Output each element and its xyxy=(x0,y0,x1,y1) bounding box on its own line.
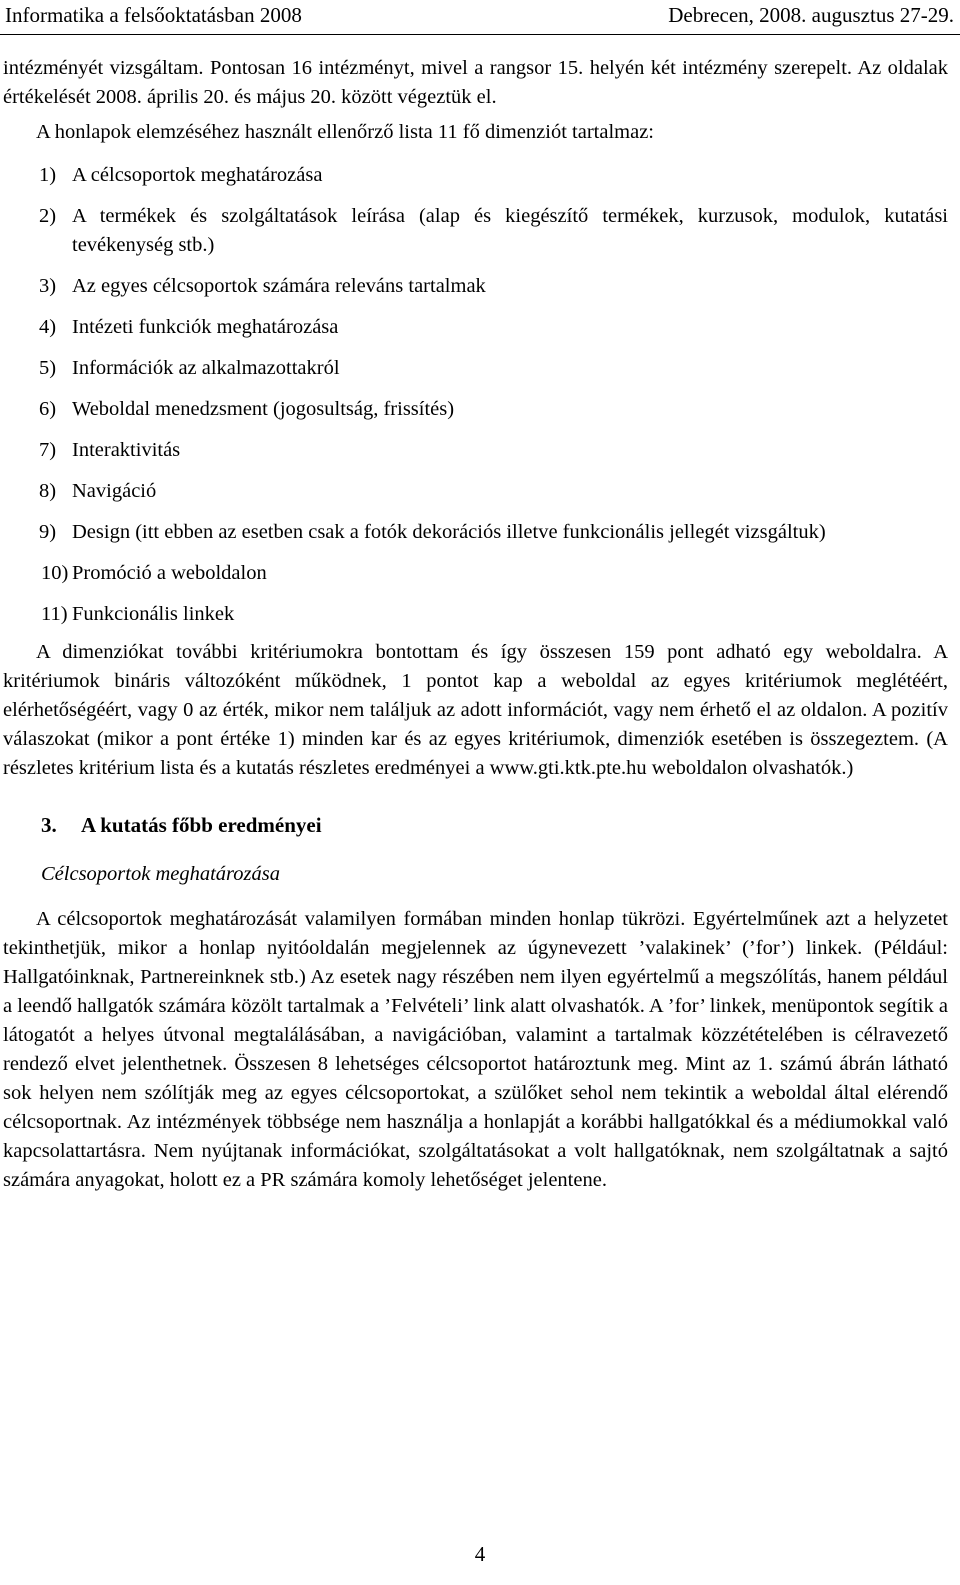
dimension-text: Promóció a weboldalon xyxy=(72,562,267,584)
dimension-text: A célcsoportok meghatározása xyxy=(72,164,323,186)
dimension-item xyxy=(3,272,948,301)
dimension-text: Interaktivitás xyxy=(72,439,181,461)
dimension-number: 8) xyxy=(39,480,57,502)
dimension-number: 3) xyxy=(39,275,57,297)
dimension-text: Intézeti funkciók meghatározása xyxy=(72,316,339,338)
checklist-intro: A honlapok elemzéséhez használt ellenőrző lista 11 fő dimenziót tartalmaz: xyxy=(36,121,654,143)
dimension-text: Navigáció xyxy=(72,480,157,502)
dimension-item xyxy=(3,354,948,383)
section-number: 3. xyxy=(41,813,57,837)
dimension-item xyxy=(3,559,948,588)
dimension-number: 2) xyxy=(39,205,57,227)
dimension-number: 9) xyxy=(39,521,57,543)
header-date-location: Debrecen, 2008. augusztus 27-29. xyxy=(668,3,954,27)
header-divider xyxy=(0,34,960,35)
dimension-number: 10) xyxy=(41,562,69,584)
section-title: A kutatás főbb eredményei xyxy=(81,813,322,837)
dimension-text: Design (itt ebben az esetben csak a fotók dekorációs illetve funkcionális jellegét vizsgáltuk) xyxy=(72,521,826,543)
dimension-number: 11) xyxy=(41,603,68,625)
dimension-number: 6) xyxy=(39,398,57,420)
dimension-number: 1) xyxy=(39,164,57,186)
dimension-item xyxy=(3,395,948,424)
dimension-number: 7) xyxy=(39,439,57,461)
dimension-number: 5) xyxy=(39,357,57,379)
results-paragraph: A célcsoportok meghatározását valamilyen formában minden honlap tükrözi. Egyértelműnek azt a helyzetet tekinthetjük, mikor a honlap nyitóoldalán megjelennek az úgynevezett ’valakinek’ (’for’) linkek. (Például: Hallgatóinknak, Partnereinknek stb.) Az esetek nagy részében nem ilyen egyértelmű a megszólítás, hanem például a leendő hallgatók számára közölt tartalmak a ’Felvételi’ link alatt olvashatók. A ’for’ linkek, menüpontok segítik a látogatót a helyes útvonal megtalálásában, a navigációban, valamint a tartalmak közzétételében is célravezető rendező elvet jelenthetnek. Összesen 8 lehetséges célcsoportot határoztunk meg. Mint az 1. számú ábrán látható sok helyen nem szólítják meg az egyes célcsoportokat, a szülőket sehol nem tekintik a weboldal által elérendő célcsoportnak. Az intézmények többsége nem használja a honlapját a korábbi hallgatókkal és a médiumokkal való kapcsolattartásra. Nem nyújtanak információkat, szolgáltatásokat a volt hallgatóknak, nem szolgáltatnak a sajtó számára anyagokat, holott ez a PR számára komoly lehetőséget jelentene. xyxy=(3,908,948,1191)
subsection-heading: Célcsoportok meghatározása xyxy=(41,863,280,885)
dimension-item xyxy=(3,313,948,342)
dimension-item xyxy=(3,436,948,465)
dimension-number: 4) xyxy=(39,316,57,338)
page-header xyxy=(0,0,960,40)
dimension-text: Funkcionális linkek xyxy=(72,603,235,625)
dimension-text: Információk az alkalmazottakról xyxy=(72,357,340,379)
intro-paragraph: intézményét vizsgáltam. Pontosan 16 intézményt, mivel a rangsor 15. helyén két intézmény szerepelt. Az oldalak értékelését 2008. április 20. és május 20. között végeztük el. xyxy=(3,57,948,108)
section-heading xyxy=(3,811,948,840)
dimension-text: A termékek és szolgáltatások leírása (alap és kiegészítő termékek, kurzusok, modulok, kutatási tevékenység stb.) xyxy=(72,205,948,256)
dimension-text: Weboldal menedzsment (jogosultság, frissítés) xyxy=(72,398,455,420)
dimension-item xyxy=(3,477,948,506)
dimension-list xyxy=(3,161,948,629)
dimension-item xyxy=(3,600,948,629)
dimension-text: Az egyes célcsoportok számára releváns tartalmak xyxy=(72,275,486,297)
dimension-item xyxy=(3,161,948,190)
criteria-paragraph: A dimenziókat további kritériumokra bontottam és így összesen 159 pont adható egy weboldalra. A kritériumok bináris változóként működnek, 1 pontot kap a weboldal az egyes kritériumok meglétéért, elérhetőségéért, vagy 0 az érték, mikor nem találjuk az adott információt, vagy nem érhető el az oldalon. A pozitív válaszokat (mikor a pont értéke 1) minden kar és az egyes kritériumok, dimenziók esetében is összegeztem. (A részletes kritérium lista és a kutatás részletes eredményei a www.gti.ktk.pte.hu weboldalon olvashatók.) xyxy=(3,641,948,779)
dimension-item xyxy=(3,518,948,547)
header-conference-title: Informatika a felsőoktatásban 2008 xyxy=(5,3,302,27)
dimension-item xyxy=(3,202,948,260)
page-number: 4 xyxy=(474,1542,486,1566)
document-body xyxy=(3,54,948,1195)
